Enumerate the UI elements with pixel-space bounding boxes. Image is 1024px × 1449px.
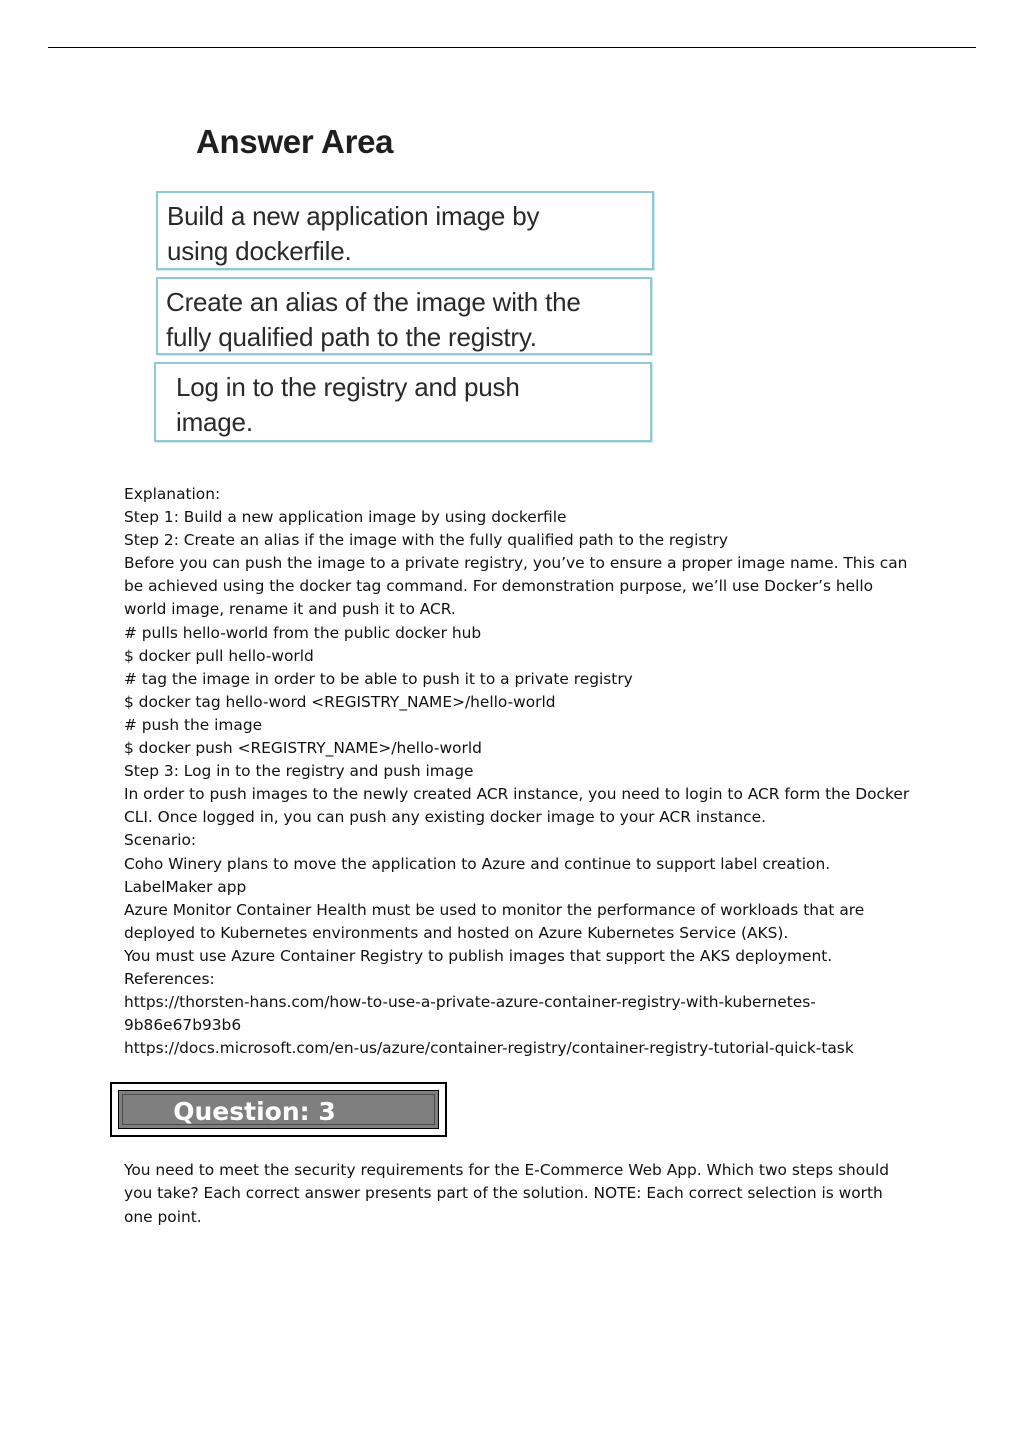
explanation-line: $ docker push <REGISTRY_NAME>/hello-world: [124, 739, 482, 758]
explanation-line: Step 2: Create an alias if the image with the fully qualified path to the registry: [124, 531, 728, 550]
explanation-line: References:: [124, 969, 215, 988]
explanation-line: Before you can push the image to a private registry, you’ve to ensure a proper image name. This can: [124, 554, 908, 573]
explanation-line: Explanation:: [124, 485, 221, 503]
explanation-line: be achieved using the docker tag command. For demonstration purpose, we’ll use Docker’s hello: [124, 577, 874, 596]
answer-item-create-alias[interactable]: [156, 277, 652, 355]
explanation-line: Coho Winery plans to move the application to Azure and continue to support label creation.: [124, 854, 831, 873]
reference-link[interactable]: https://thorsten-hans.com/how-to-use-a-private-azure-container-registry-with-kubernetes-: [124, 993, 816, 1012]
explanation-line: Scenario:: [124, 831, 197, 850]
answer-item-line: Build a new application image by: [167, 201, 540, 231]
explanation-line: You must use Azure Container Registry to publish images that support the AKS deployment.: [124, 946, 833, 965]
answer-item-line: image.: [176, 407, 253, 437]
question-line: You need to meet the security requirements for the E-Commerce Web App. Which two steps should: [124, 1161, 890, 1179]
question-text: [124, 1159, 914, 1229]
explanation-line: $ docker pull hello-world: [124, 646, 314, 665]
explanation-line: CLI. Once logged in, you can push any existing docker image to your ACR instance.: [124, 808, 766, 827]
question-line: you take? Each correct answer presents part of the solution. NOTE: Each correct selection is worth: [124, 1184, 883, 1203]
explanation-text: [124, 483, 914, 1060]
answer-item-line: using dockerfile.: [167, 236, 352, 266]
answer-area-title: Answer Area: [196, 123, 394, 160]
explanation-line: deployed to Kubernetes environments and hosted on Azure Kubernetes Service (AKS).: [124, 923, 789, 942]
reference-link[interactable]: https://docs.microsoft.com/en-us/azure/container-registry/container-registry-tutorial-quick-task: [124, 1039, 854, 1058]
answer-item-line: Log in to the registry and push: [176, 372, 520, 402]
question-banner: [110, 1082, 447, 1137]
explanation-line: $ docker tag hello-word <REGISTRY_NAME>/hello-world: [124, 692, 556, 711]
reference-link[interactable]: 9b86e67b93b6: [124, 1016, 242, 1035]
top-rule: [48, 47, 976, 48]
explanation-line: # push the image: [124, 715, 263, 734]
question-number: Question: 3: [173, 1097, 336, 1126]
explanation-line: # tag the image in order to be able to push it to a private registry: [124, 669, 633, 688]
explanation-line: LabelMaker app: [124, 877, 247, 896]
explanation-line: Azure Monitor Container Health must be used to monitor the performance of workloads that are: [124, 900, 865, 919]
question-banner-inner: [118, 1090, 439, 1129]
explanation-line: In order to push images to the newly created ACR instance, you need to login to ACR form the Docker: [124, 785, 910, 804]
answer-item-line: Create an alias of the image with the: [166, 287, 581, 317]
explanation-line: Step 1: Build a new application image by using dockerfile: [124, 508, 567, 527]
answer-item-line: fully qualified path to the registry.: [166, 322, 537, 352]
explanation-line: # pulls hello-world from the public docker hub: [124, 623, 482, 642]
explanation-line: Step 3: Log in to the registry and push image: [124, 762, 474, 781]
answer-item-login-push[interactable]: [154, 362, 652, 442]
answer-item-build-image[interactable]: [156, 191, 654, 270]
explanation-line: world image, rename it and push it to ACR.: [124, 600, 456, 619]
question-line: one point.: [124, 1207, 202, 1226]
